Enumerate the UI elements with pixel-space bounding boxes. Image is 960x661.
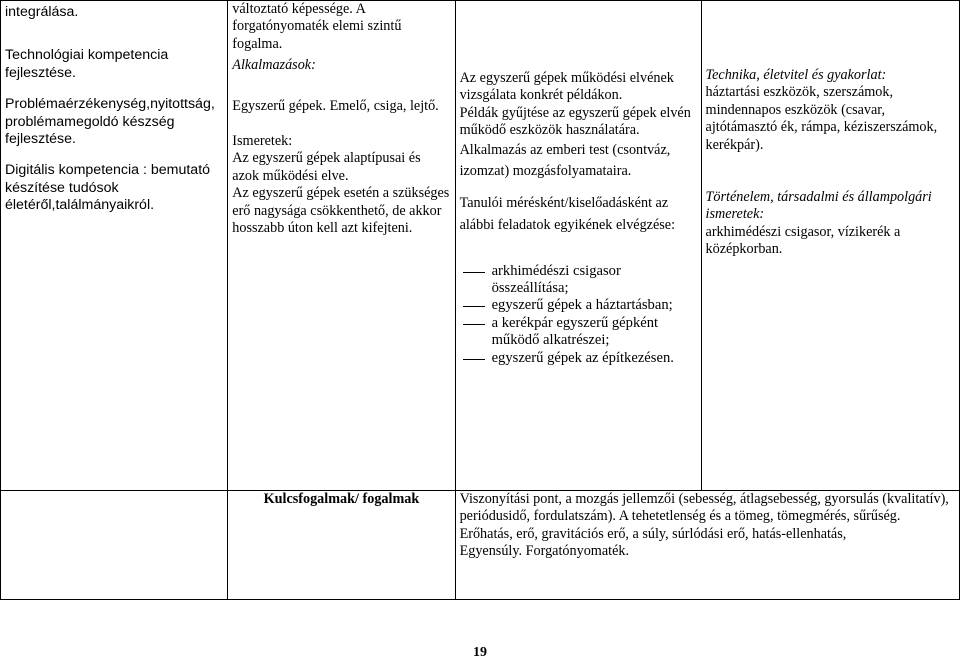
problem-sensitivity: Problémaérzékenység,nyitottság, problémamegoldó készség fejlesztése.: [5, 96, 215, 148]
task-item: a kerékpár egyszerű gépként működő alkatrészei;: [492, 315, 697, 350]
applications-heading: Alkalmazások:: [232, 57, 316, 74]
technology-text: háztartási eszközök, szerszámok, mindennapos eszközök (csavar, ajtótámasztó ék, rámpa, kéziszerszámok, kerékpár).: [705, 84, 938, 153]
integration-text: integrálása.: [5, 4, 79, 20]
digital-competency: Digitális kompetencia : bemutató készítése tudósok életéről,találmányaikról.: [5, 162, 211, 214]
technology-competency: Technológiai kompetencia fejlesztése.: [5, 47, 169, 81]
task-item: egyszerű gépek a háztartásban;: [492, 297, 697, 314]
torque-text: változtató képessége. A forgatónyomaték elemi szintű fogalma.: [232, 1, 402, 52]
knowledge-text-2: Az egyszerű gépek esetén a szükséges erő nagysága csökkenthető, de akkor hosszabb úton kell azt kifejteni.: [232, 185, 450, 237]
activity-1: Az egyszerű gépek működési elvének vizsgálata konkrét példákon.: [459, 70, 674, 104]
knowledge-cell: [228, 1, 455, 491]
content-row: [1, 1, 960, 491]
keywords-row: [1, 491, 960, 600]
page-number: 19: [473, 645, 487, 660]
keywords-line-2: Erőhatás, erő, gravitációs erő, a súly, súrlódási erő, hatás-ellenhatás,: [459, 525, 847, 542]
empty-cell: [1, 491, 228, 600]
applications-text: Egyszerű gépek. Emelő, csiga, lejtő.: [232, 97, 439, 114]
activity-3: Alkalmazás az emberi test (csontváz, izomzat) mozgásfolyamataira.: [459, 141, 671, 179]
connections-cell: [701, 1, 959, 491]
task-item: arkhimédészi csigasor összeállítása;: [492, 263, 697, 298]
keywords-line-1: Viszonyítási pont, a mozgás jellemzői (sebesség, átlagsebesség, gyorsulás (kvalitatív), periódusidő, fordulatszám). A tehetetlenség és a tömeg, tömegmérés, sűrűség.: [459, 491, 949, 525]
keywords-line-3: Egyensúly. Forgatónyomaték.: [459, 543, 630, 560]
knowledge-heading: Ismeretek:: [232, 133, 293, 150]
technology-heading: Technika, életvitel és gyakorlat:: [705, 67, 887, 83]
knowledge-text-1: Az egyszerű gépek alaptípusai és azok működési elve.: [232, 150, 421, 184]
activities-cell: [455, 1, 701, 491]
keywords-cell: [455, 491, 959, 600]
competencies-cell: [1, 1, 228, 491]
history-heading: Történelem, társadalmi és állampolgári ismeretek:: [705, 189, 932, 223]
activity-2: Példák gyűjtése az egyszerű gépek elvén működő eszközök használatára.: [459, 104, 691, 139]
history-text: arkhimédészi csigasor, vízikerék a középkorban.: [705, 223, 901, 258]
keywords-label: Kulcsfogalmak/ fogalmak: [228, 491, 455, 600]
task-list: [460, 263, 697, 367]
activity-4: Tanulói mérésként/kiselőadásként az alábbi feladatok egyikének elvégzése:: [459, 194, 676, 234]
task-item: egyszerű gépek az építkezésen.: [492, 350, 697, 367]
